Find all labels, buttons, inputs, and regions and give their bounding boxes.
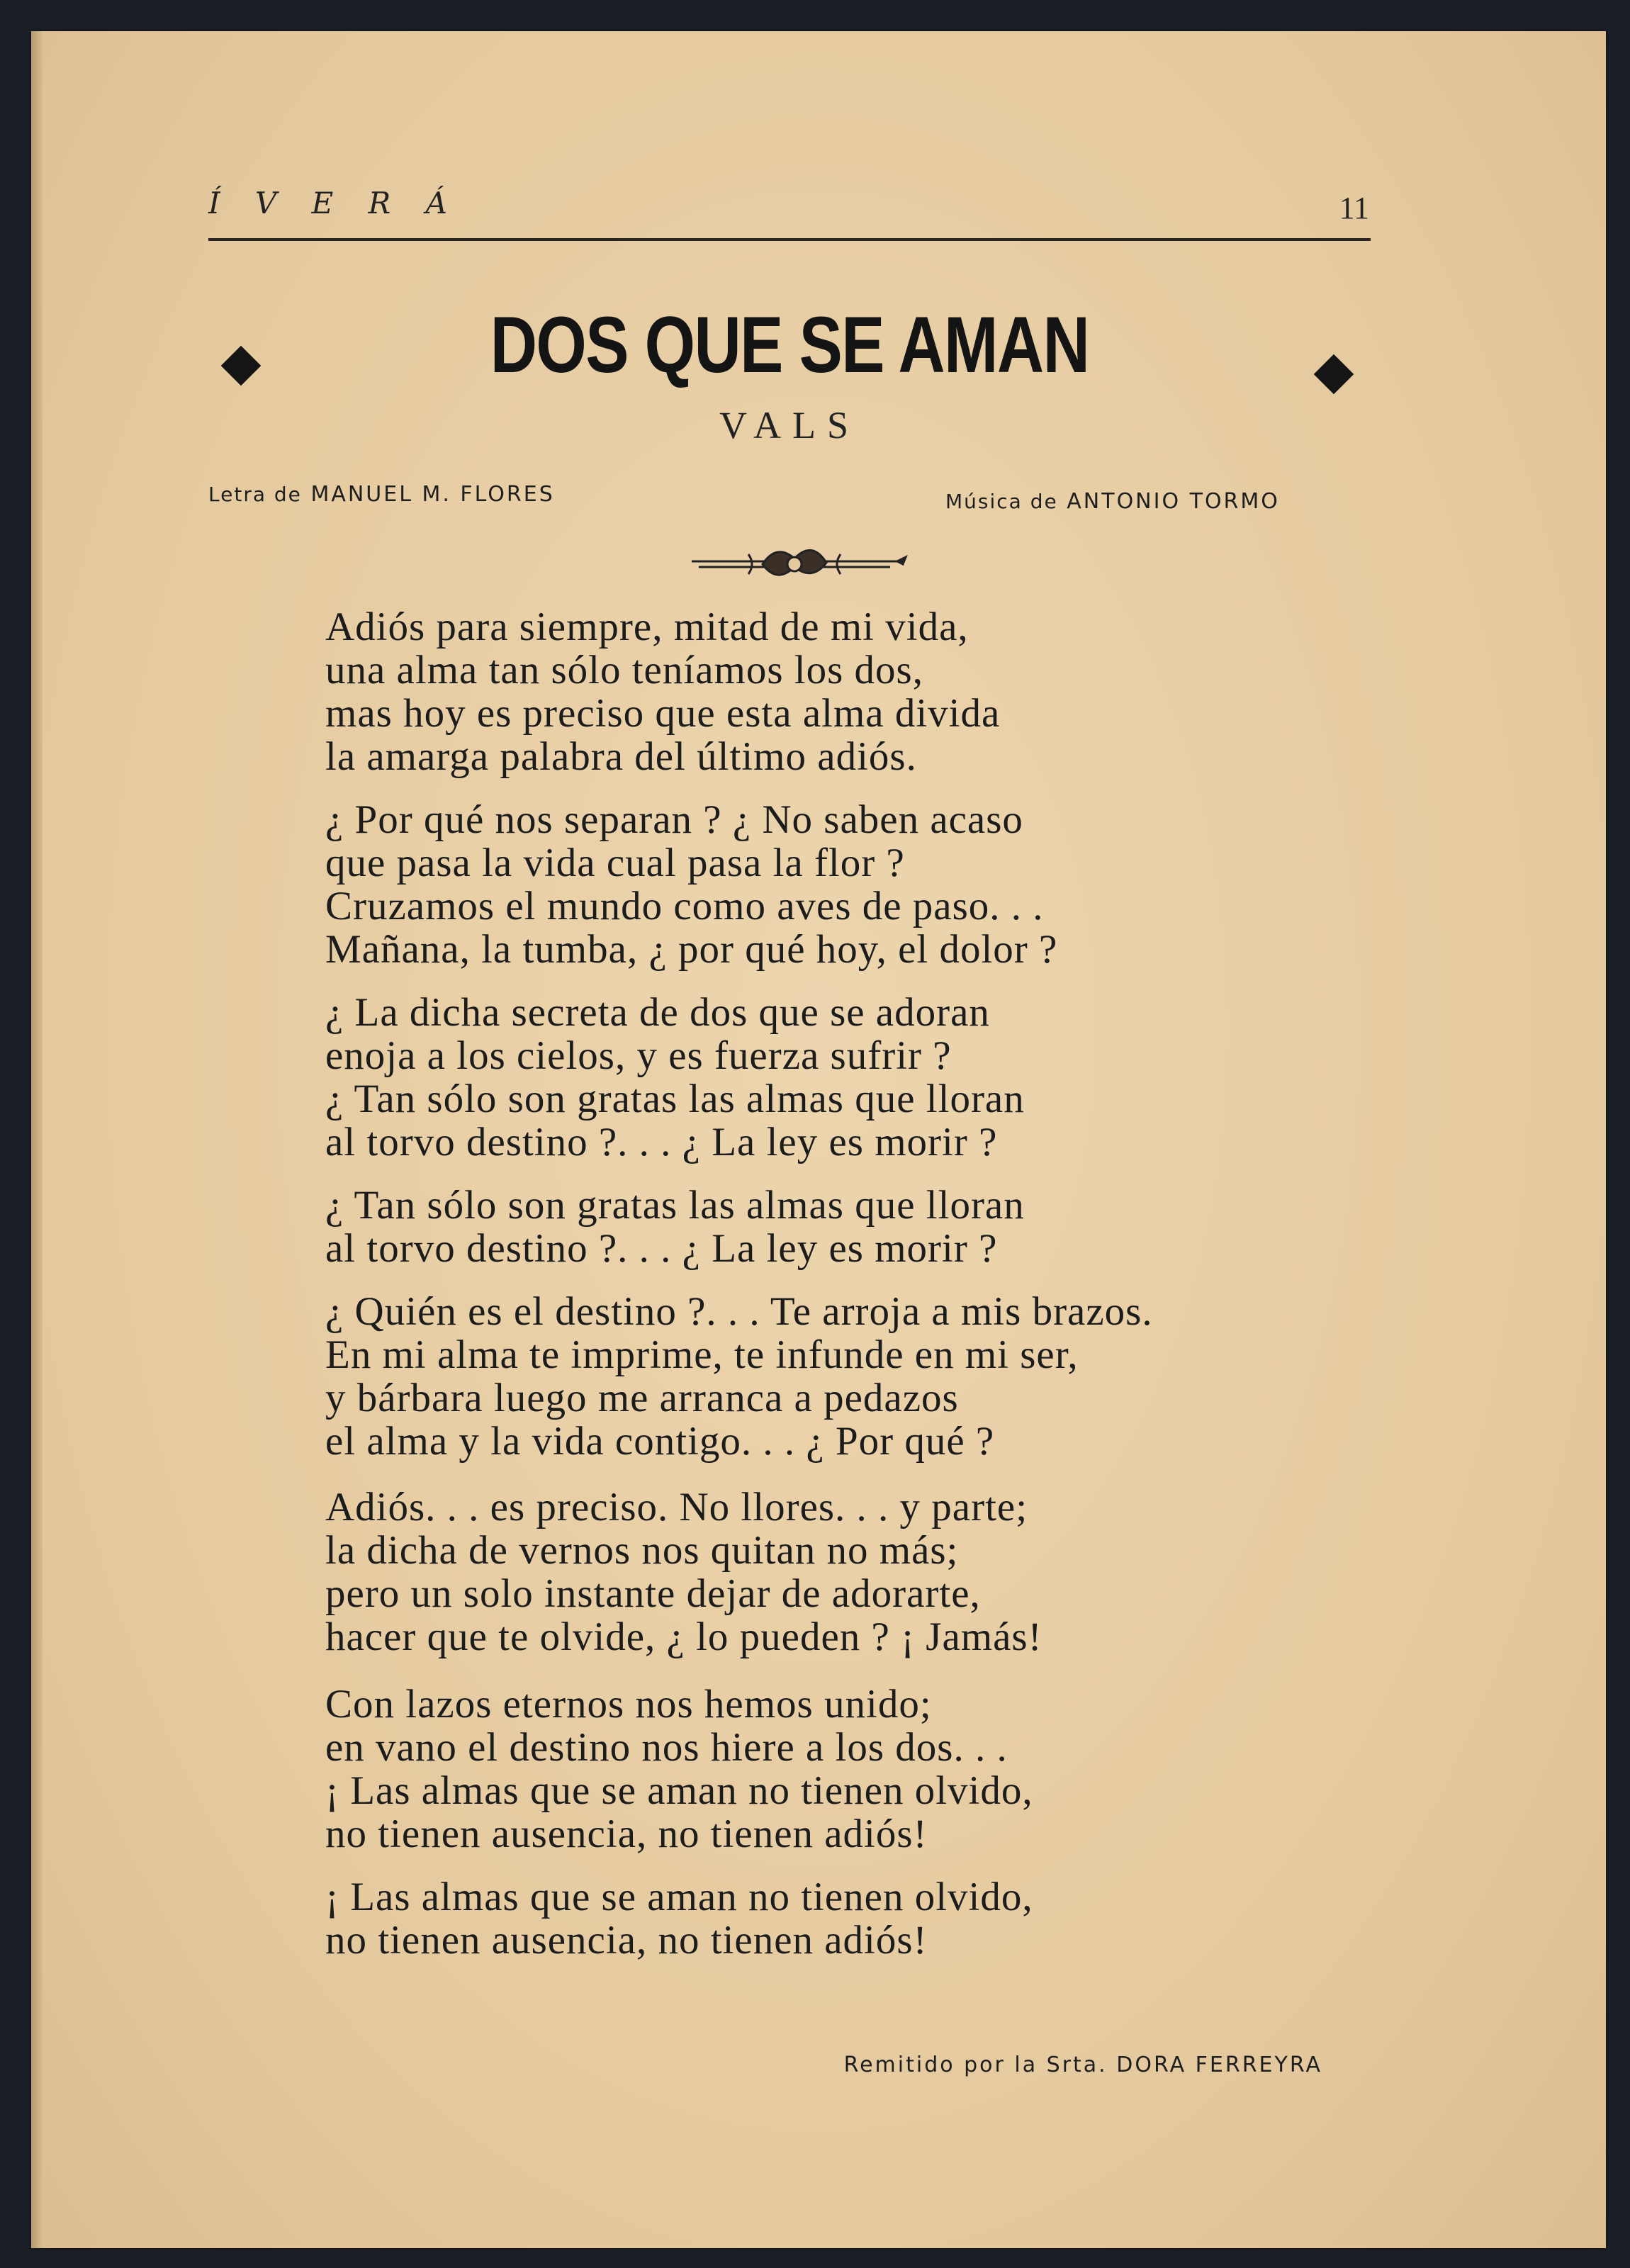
verse-line: que pasa la vida cual pasa la flor ? — [325, 841, 905, 885]
verse-line: ¿ Quién es el destino ?. . . Te arroja a mis brazos. — [325, 1289, 1153, 1334]
stanza-8 — [325, 1875, 1388, 1962]
stanza-3 — [325, 991, 1388, 1164]
verse-line: ¿ La dicha secreta de dos que se adoran — [325, 990, 990, 1035]
stanza-7 — [325, 1683, 1388, 1856]
verse-line: ¿ Por qué nos separan ? ¿ No saben acaso — [325, 797, 1023, 842]
right-diamond-icon — [1314, 354, 1354, 395]
verse-line: hacer que te olvide, ¿ lo pueden ? ¡ Jamás! — [325, 1615, 1042, 1659]
verse-line: el alma y la vida contigo. . . ¿ Por qué ? — [325, 1419, 995, 1464]
stanza-6 — [325, 1486, 1388, 1658]
song-title: DOS QUE SE AMAN — [490, 301, 1089, 389]
verse-line: al torvo destino ?. . . ¿ La ley es morir ? — [325, 1120, 998, 1164]
lyricist-prefix: Letra de — [208, 483, 302, 506]
verse-line: la amarga palabra del último adiós. — [325, 734, 917, 779]
verse-line: Adiós. . . es preciso. No llores. . . y parte; — [325, 1485, 1028, 1529]
verse-line: En mi alma te imprime, te infunde en mi ser, — [325, 1332, 1079, 1377]
verse-line: al torvo destino ?. . . ¿ La ley es morir ? — [325, 1226, 998, 1271]
verse-line: Con lazos eternos nos hemos unido; — [325, 1682, 932, 1727]
verse-line: la dicha de vernos nos quitan no más; — [325, 1528, 959, 1573]
verse-line: no tienen ausencia, no tienen adiós! — [325, 1918, 928, 1963]
running-title: Í V E R Á — [208, 186, 460, 220]
verse-line: Adiós para siempre, mitad de mi vida, — [325, 605, 969, 649]
verse-line: enoja a los cielos, y es fuerza sufrir ? — [325, 1033, 952, 1078]
sent-by-credit: Remitido por la Srta. DORA FERREYRA — [843, 2053, 1322, 2077]
composer-credit — [945, 489, 1280, 514]
verse-line: una alma tan sólo teníamos los dos, — [325, 648, 923, 692]
page-gutter — [31, 31, 43, 2248]
magazine-page — [31, 31, 1606, 2248]
stanza-2 — [325, 798, 1388, 971]
verse-line: ¡ Las almas que se aman no tienen olvido, — [325, 1875, 1033, 1919]
verse-line: pero un solo instante dejar de adorarte, — [325, 1571, 981, 1616]
left-diamond-icon — [221, 346, 262, 386]
stanza-4 — [325, 1184, 1388, 1270]
verse-line: Mañana, la tumba, ¿ por qué hoy, el dolor ? — [325, 927, 1058, 972]
lyricist-credit — [208, 482, 555, 507]
verse-line: Cruzamos el mundo como aves de paso. . . — [325, 884, 1044, 928]
stanza-5 — [325, 1290, 1388, 1463]
verse-line: ¿ Tan sólo son gratas las almas que lloran — [325, 1183, 1025, 1228]
lyricist-name: MANUEL M. FLORES — [310, 482, 555, 507]
composer-name: ANTONIO TORMO — [1067, 489, 1280, 514]
composer-prefix: Música de — [945, 490, 1058, 513]
verse-line: mas hoy es preciso que esta alma divida — [325, 691, 1001, 736]
verse-line: y bárbara luego me arranca a pedazos — [325, 1376, 959, 1420]
verse-line: ¡ Las almas que se aman no tienen olvido, — [325, 1768, 1033, 1813]
header-rule — [208, 238, 1371, 241]
page-number: 11 — [1339, 191, 1369, 225]
floral-ornament-icon — [685, 540, 911, 590]
verse-line: no tienen ausencia, no tienen adiós! — [325, 1812, 928, 1856]
verse-line: en vano el destino nos hiere a los dos. . . — [325, 1725, 1008, 1770]
stanza-1 — [325, 605, 1388, 778]
song-subtitle: VALS — [719, 404, 860, 447]
verse-line: ¿ Tan sólo son gratas las almas que lloran — [325, 1077, 1025, 1121]
